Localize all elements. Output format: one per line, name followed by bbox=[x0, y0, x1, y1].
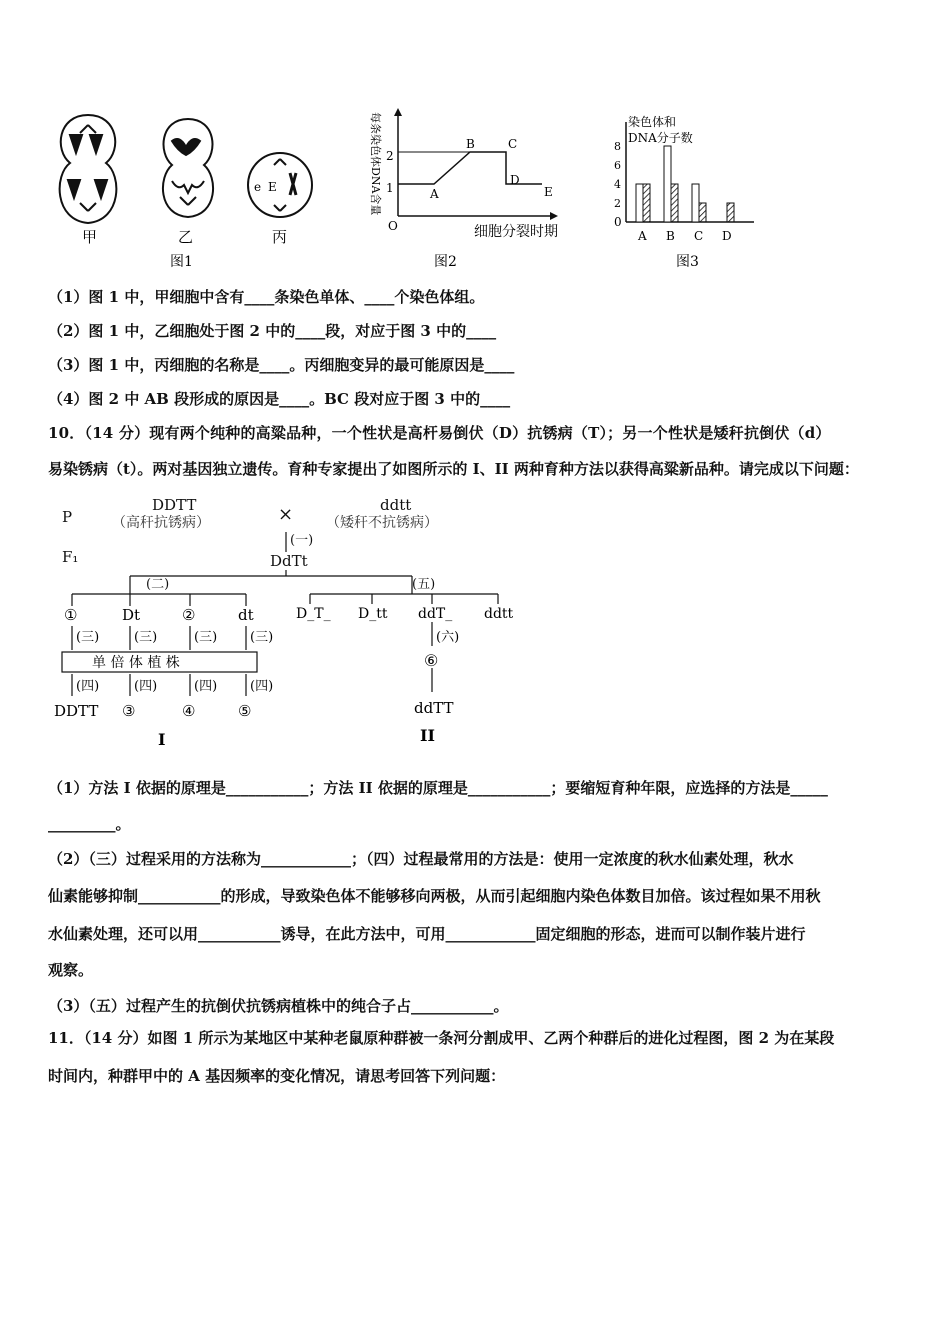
result-3: ④ bbox=[182, 702, 196, 720]
figure-3-ytick-6: 6 bbox=[614, 159, 621, 172]
figure-2-point-D: D bbox=[510, 173, 520, 187]
figure-3-caption: 图3 bbox=[676, 254, 699, 270]
q10-q2-line-3: 水仙素处理，还可以用___________诱导，在此方法中，可用____________固定细胞的形态，进而可以制作装片进行 bbox=[48, 925, 806, 943]
q11-line-2: 时间内，种群甲中的 A 基因频率的变化情况，请思考回答下列问题： bbox=[48, 1067, 506, 1085]
q10-intro-line-1: 10．（14 分）现有两个纯种的高粱品种，一个性状是高杆易倒伏（D）抗锈病（T）；另一个性状是矮秆抗倒伏（d） bbox=[48, 424, 831, 442]
f2-genotype-2: D_tt bbox=[358, 606, 388, 622]
figure-2-point-C: C bbox=[508, 137, 518, 151]
figure-3-bar-D-dna bbox=[727, 203, 734, 222]
step3-label-1: (三) bbox=[76, 630, 100, 645]
diagram-six: ⑥ bbox=[424, 651, 439, 670]
diagram-parent2-note: （矮秆不抗锈病） bbox=[326, 515, 438, 531]
q9-line-4: （4）图 2 中 AB 段形成的原因是____。BC 段对应于图 3 中的____ bbox=[48, 390, 511, 408]
q10-q1-line-1: （1）方法 I 依据的原理是___________；方法 II 依据的原理是___________；要缩短育种年限，应选择的方法是_____ bbox=[48, 779, 828, 797]
figure-3-title-line2: DNA分子数 bbox=[628, 131, 693, 145]
figure-3-origin: 0 bbox=[614, 215, 622, 229]
result-2: ③ bbox=[122, 702, 136, 720]
figure-2-series-line bbox=[398, 152, 542, 184]
f2-genotype-1: D_T_ bbox=[296, 606, 331, 622]
step3-label-2: (三) bbox=[134, 630, 158, 645]
diagram-cross: × bbox=[278, 504, 294, 525]
diagram-f1-label: F₁ bbox=[62, 548, 79, 566]
step3-label-3: (三) bbox=[194, 630, 218, 645]
figure-2-point-B: B bbox=[466, 137, 475, 151]
q9-line-3: （3）图 1 中，丙细胞的名称是____。丙细胞变异的最可能原因是____ bbox=[48, 356, 515, 374]
diagram-parent2: ddtt bbox=[380, 496, 412, 514]
figure-3-chart bbox=[604, 108, 764, 270]
diagram-f1: DdTt bbox=[270, 552, 308, 570]
cell-label-yi: 乙 bbox=[178, 228, 194, 246]
diagram-method-2: II bbox=[420, 726, 435, 745]
q11-line-1: 11．（14 分）如图 1 所示为某地区中某种老鼠原种群被一条河分割成甲、乙两个种群后的进化过程图，图 2 为在某段 bbox=[48, 1029, 835, 1047]
cell-yi-drawing bbox=[163, 119, 213, 217]
figure-2-chart bbox=[352, 104, 588, 270]
figure-3-category-B: B bbox=[666, 229, 675, 243]
figure-1-cells bbox=[40, 105, 330, 270]
diagram-step-5: (五) bbox=[412, 577, 436, 592]
figure-2-ylabel: 每条染色体DNA含量 bbox=[369, 112, 382, 216]
q10-intro-line-2: 易染锈病（t）。两对基因独立遗传。育种专家提出了如图所示的 I、II 两种育种方法以获得高粱新品种。请完成以下问题： bbox=[48, 460, 859, 478]
figure-2-point-E: E bbox=[544, 185, 553, 199]
q10-q2-line-2: 仙素能够抑制___________的形成，导致染色体不能够移向两极，从而引起细胞内染色体数目加倍。该过程如果不用秋 bbox=[48, 887, 821, 905]
figure-2-ytick-2: 2 bbox=[386, 149, 394, 163]
q10-q2-line-4: 观察。 bbox=[48, 961, 94, 979]
breeding-diagram bbox=[50, 490, 530, 752]
figure-3-bar-A-dna bbox=[643, 184, 650, 222]
cell-c-letter-e: e bbox=[254, 180, 262, 194]
diagram-parent1-note: （高秆抗锈病） bbox=[112, 515, 210, 531]
figure-3-category-labels bbox=[637, 229, 732, 243]
haploid-label: 单 倍 体 植 株 bbox=[92, 655, 180, 671]
figure-1-caption: 图1 bbox=[170, 254, 193, 270]
diagram-step-1: (一) bbox=[290, 533, 314, 548]
figure-2-xlabel: 细胞分裂时期 bbox=[474, 224, 558, 240]
diagram-step-6: (六) bbox=[436, 630, 460, 645]
result-1: DDTT bbox=[54, 702, 99, 720]
figure-2-point-A: A bbox=[430, 187, 439, 201]
cell-c-letter-E: E bbox=[268, 180, 277, 194]
figure-3-bars bbox=[636, 146, 734, 222]
gamete-4: dt bbox=[238, 606, 254, 624]
diagram-p-label: P bbox=[62, 508, 73, 526]
q9-line-2: （2）图 1 中，乙细胞处于图 2 中的____段，对应于图 3 中的____ bbox=[48, 322, 497, 340]
q9-line-1: （1）图 1 中，甲细胞中含有____条染色单体、____个染色体组。 bbox=[48, 288, 485, 306]
step4-label-1: (四) bbox=[76, 679, 100, 694]
step4-label-3: (四) bbox=[194, 679, 218, 694]
diagram-parent1: DDTT bbox=[152, 496, 197, 514]
q10-q1-line-2: _________。 bbox=[48, 815, 131, 833]
step4-label-2: (四) bbox=[134, 679, 158, 694]
gamete-1: ① bbox=[64, 606, 78, 624]
f2-genotype-3: ddT_ bbox=[418, 606, 453, 622]
figure-3-category-A: A bbox=[638, 229, 647, 243]
figure-3-bar-B-chromosome bbox=[664, 146, 671, 222]
diagram-step-2: (二) bbox=[146, 577, 170, 592]
figure-3-bar-C-dna bbox=[699, 203, 706, 222]
cell-label-jia: 甲 bbox=[82, 228, 98, 246]
cell-label-bing: 丙 bbox=[272, 228, 288, 246]
figure-3-title-line1: 染色体和 bbox=[628, 115, 677, 129]
q10-q3-line-1: （3）（五）过程产生的抗倒伏抗锈病植株中的纯合子占___________。 bbox=[48, 997, 509, 1015]
figure-3-ytick-2: 2 bbox=[614, 197, 621, 210]
figure-3-ytick-4: 4 bbox=[614, 178, 621, 191]
f2-genotype-4: ddtt bbox=[484, 606, 514, 622]
figure-2-caption: 图2 bbox=[434, 254, 457, 270]
diagram-final: ddTT bbox=[414, 699, 454, 717]
result-4: ⑤ bbox=[238, 702, 252, 720]
figure-3-category-C: C bbox=[694, 229, 704, 243]
figure-2-ytick-1: 1 bbox=[386, 181, 394, 195]
f2-row bbox=[296, 594, 514, 622]
gamete-3: ② bbox=[182, 606, 196, 624]
figure-3-bar-C-chromosome bbox=[692, 184, 699, 222]
figure-3-bar-B-dna bbox=[671, 184, 678, 222]
result-row bbox=[54, 674, 273, 720]
figure-3-category-D: D bbox=[722, 229, 732, 243]
diagram-method-1: I bbox=[158, 730, 166, 749]
figure-2-origin: O bbox=[388, 219, 398, 233]
figure-2-point-labels bbox=[398, 137, 553, 201]
figure-3-ytick-8: 8 bbox=[614, 140, 621, 153]
gamete-row bbox=[64, 594, 273, 650]
cell-jia-drawing bbox=[60, 115, 117, 223]
figure-3-yticks bbox=[614, 140, 621, 210]
gamete-2: Dt bbox=[122, 606, 141, 624]
q10-q2-line-1: （2）（三）过程采用的方法称为____________；（四）过程最常用的方法是：使用一定浓度的秋水仙素处理，秋水 bbox=[48, 850, 794, 868]
figure-3-bar-A-chromosome bbox=[636, 184, 643, 222]
step4-label-4: (四) bbox=[250, 679, 274, 694]
step3-label-4: (三) bbox=[250, 630, 274, 645]
